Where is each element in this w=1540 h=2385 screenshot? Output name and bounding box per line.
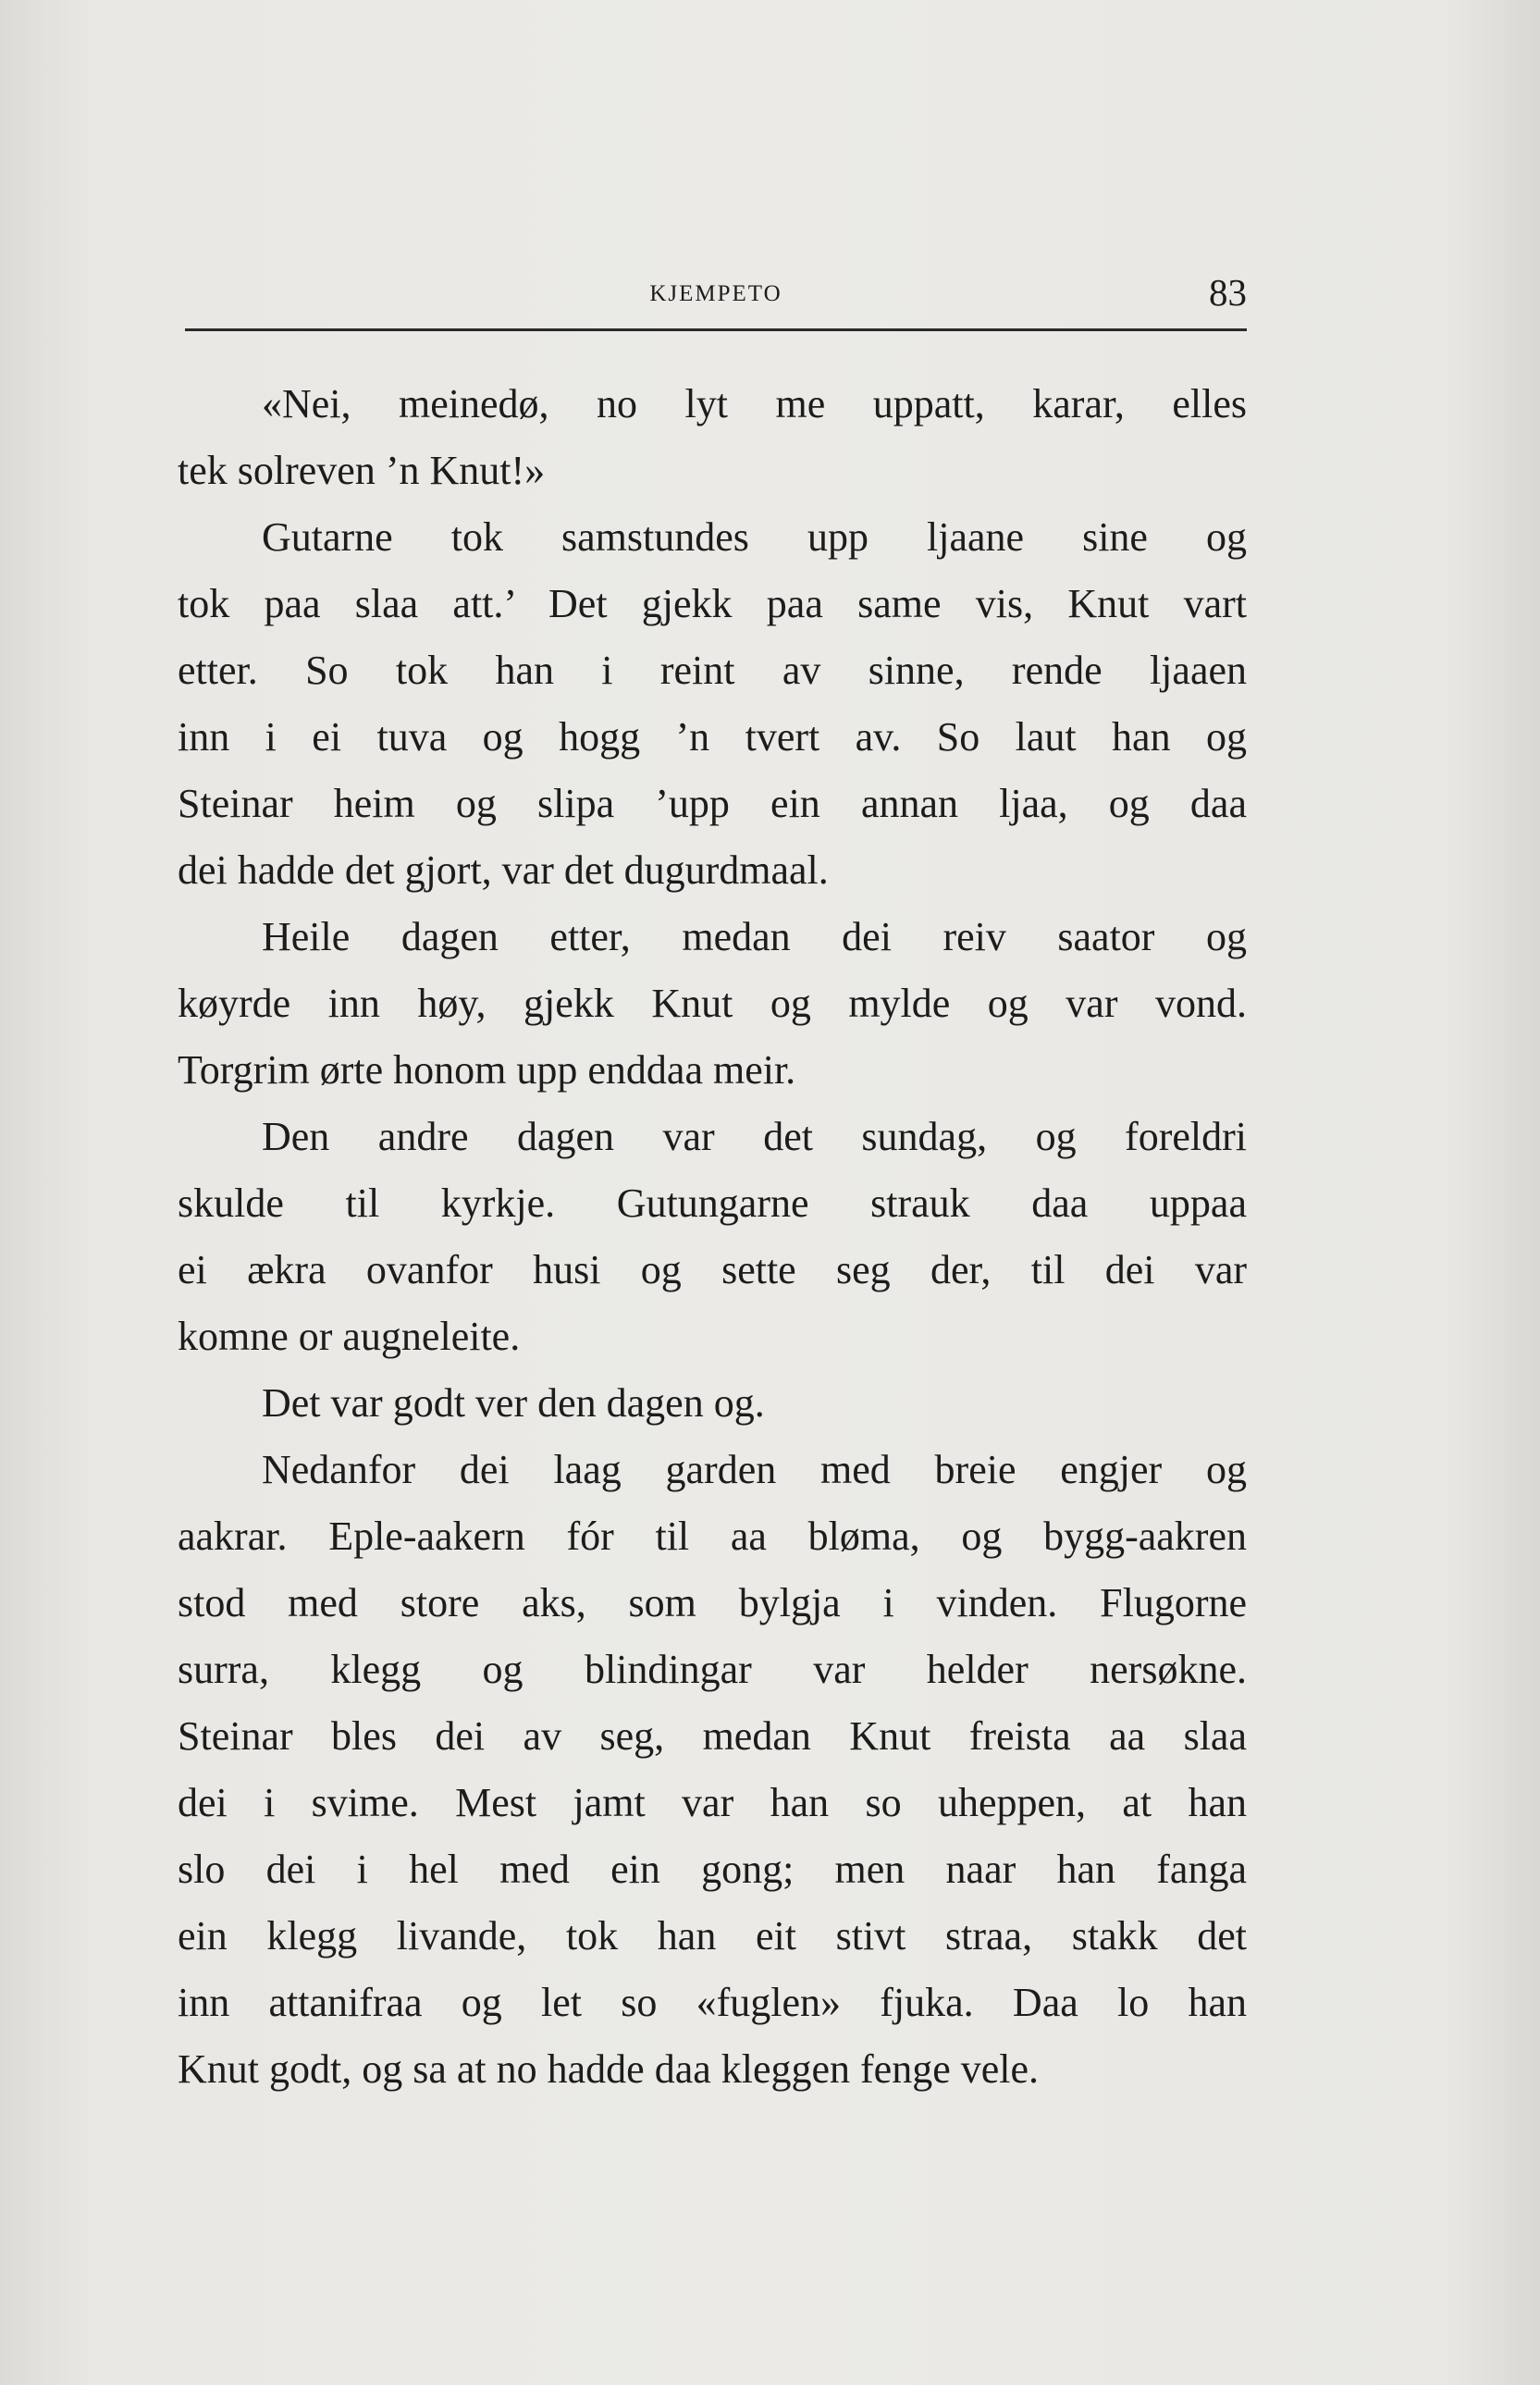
text-line: Knut godt, og sa at no hadde daa kleggen fenge vele. [178,2046,1040,2092]
text-line: etter. So tok han i reint av sinne, rende ljaaen [178,648,1247,693]
text-line: Steinar bles dei av seg, medan Knut freista aa slaa [178,1713,1247,1759]
text-line: tok paa slaa att.’ Det gjekk paa same vis, Knut vart [178,581,1247,626]
text-line: dei i svime. Mest jamt var han so uheppen, at han [178,1780,1247,1825]
text-line: Gutarne tok samstundes upp ljaane sine og [262,514,1247,560]
text-line: Det var godt ver den dagen og. [262,1380,765,1426]
text-line: tek solreven ’n Knut!» [178,448,546,493]
text-line: dei hadde det gjort, var det dugurdmaal. [178,847,829,893]
text-line: ein klegg livande, tok han eit stivt straa, stakk det [178,1913,1247,1959]
text-line: køyrde inn høy, gjekk Knut og mylde og var vond. [178,981,1247,1026]
page-number: 83 [1209,271,1247,314]
text-line: ei ækra ovanfor husi og sette seg der, til dei var [178,1247,1247,1292]
text-line: komne or augneleite. [178,1314,521,1359]
text-line: skulde til kyrkje. Gutungarne strauk daa uppaa [178,1180,1247,1226]
text-line: inn i ei tuva og hogg ’n tvert av. So laut han og [178,714,1247,760]
text-line: Den andre dagen var det sundag, og foreldri [262,1114,1247,1159]
text-line: slo dei i hel med ein gong; men naar han fanga [178,1847,1247,1892]
body-text [178,371,1247,2103]
page-header [185,270,1247,326]
text-line: Steinar heim og slipa ’upp ein annan ljaa, og daa [178,781,1247,826]
text-line: «Nei, meinedø, no lyt me uppatt, karar, elles [262,381,1247,426]
text-line: stod med store aks, som bylgja i vinden. Flugorne [178,1580,1247,1625]
header-rule [185,328,1247,331]
text-line: surra, klegg og blindingar var helder nersøkne. [178,1647,1247,1692]
text-line: aakrar. Eple-aakern fór til aa bløma, og bygg-aakren [178,1514,1247,1559]
text-line: Torgrim ørte honom upp enddaa meir. [178,1047,796,1093]
text-line: Heile dagen etter, medan dei reiv saator og [262,914,1247,959]
text-line: Nedanfor dei laag garden med breie engjer og [262,1447,1247,1492]
text-line: inn attanifraa og let so «fuglen» fjuka. Daa lo han [178,1980,1247,2025]
running-title: KJEMPETO [649,281,782,306]
